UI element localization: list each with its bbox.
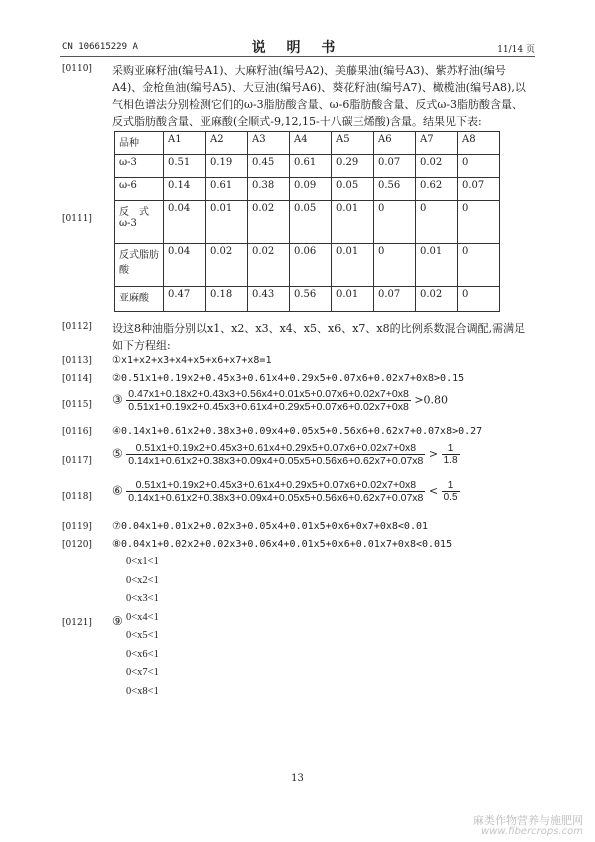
- paragraph-number: [0115]: [62, 400, 92, 410]
- paragraph-number: [0114]: [62, 374, 92, 384]
- table-cell: 0.04: [164, 244, 206, 287]
- header-divider: [60, 56, 535, 57]
- table-cell: 0.56: [290, 287, 332, 312]
- table-cell: 0.02: [248, 244, 290, 287]
- paragraph-0110: 采购亚麻籽油(编号A1)、大麻籽油(编号A2)、美藤果油(编号A3)、紫苏籽油(编号A4)、金枪鱼油(编号A5)、大豆油(编号A6)、葵花籽油(编号A7)、橄榄油(编号A8),以气相色谱法分别检测它们的ω-3脂肪酸含量、ω-6脂肪酸含量、反式ω-3脂肪酸含量、反式脂肪酸含量、亚麻酸(全顺式-9,12,15-十八碳三烯酸)含量。结果见下表:: [112, 64, 526, 128]
- table-cell: 0: [458, 155, 500, 178]
- table-cell: 0.09: [290, 178, 332, 201]
- paragraph-number: [0119]: [62, 522, 92, 532]
- table-header-cell: A5: [332, 132, 374, 155]
- paragraph-number: [0116]: [62, 427, 92, 437]
- table-cell: 0.29: [332, 155, 374, 178]
- table-header-cell: A3: [248, 132, 290, 155]
- table-header-cell: A4: [290, 132, 332, 155]
- equation-marker: ⑥: [112, 483, 123, 498]
- table-header-cell: 品种: [115, 132, 164, 155]
- table-cell: 0.45: [248, 155, 290, 178]
- table-cell: 0: [416, 201, 458, 244]
- table-cell: 0.18: [206, 287, 248, 312]
- table-cell: 0.06: [290, 244, 332, 287]
- equation-3: [112, 388, 448, 413]
- fatty-acid-table: [114, 131, 500, 312]
- inequality-operator: <: [428, 484, 439, 498]
- bound-constraint: 0<x3<1: [126, 593, 159, 604]
- bound-constraint: 0<x6<1: [126, 648, 159, 660]
- page-indicator: 11/14 页: [497, 45, 535, 55]
- paragraph-number: [0110]: [62, 64, 92, 74]
- equation-5: [112, 442, 460, 467]
- paragraph-0112: 设这8种油脂分别以x1、x2、x3、x4、x5、x6、x7、x8的比例系数混合调配,需满足如下方程组:: [112, 322, 526, 352]
- equation-marker: ⑤: [112, 446, 123, 461]
- inequality-operator: >: [428, 447, 439, 461]
- table-cell: 0.05: [290, 201, 332, 244]
- paragraph-number: [0117]: [62, 456, 92, 466]
- fraction-numerator: 0.51x1+0.19x2+0.45x3+0.61x4+0.29x5+0.07x6+0.02x7+0x8: [126, 442, 425, 455]
- table-cell: 0: [374, 201, 416, 244]
- equation-8: ⑧0.04x1+0.02x2+0.02x3+0.06x4+0.01x5+0x6+0.01x7+0x8<0.015: [112, 539, 453, 550]
- table-cell: 0.61: [290, 155, 332, 178]
- watermark-site-name: 麻类作物营养与施肥网: [473, 814, 583, 827]
- paragraph-number: [0113]: [62, 356, 92, 366]
- table-cell: 0.02: [416, 287, 458, 312]
- paragraph-number: [0121]: [62, 618, 92, 628]
- table-cell: 0.07: [374, 287, 416, 312]
- table-cell: 0: [458, 201, 500, 244]
- paragraph-number: [0120]: [62, 540, 92, 550]
- table-cell: 0.47: [164, 287, 206, 312]
- table-cell: 0: [458, 287, 500, 312]
- fraction-denominator: 0.14x1+0.61x2+0.38x3+0.09x4+0.05x5+0.56x6+0.62x7+0.07x8: [128, 455, 424, 467]
- table-header-cell: A8: [458, 132, 500, 155]
- table-cell: 0.05: [332, 178, 374, 201]
- table-header-cell: A2: [206, 132, 248, 155]
- fraction-denominator: 0.51x1+0.19x2+0.45x3+0.61x4+0.29x5+0.07x6+0.02x7+0x8: [128, 401, 409, 413]
- table-cell: 0.62: [416, 178, 458, 201]
- fraction: [126, 442, 425, 467]
- table-header-cell: A6: [374, 132, 416, 155]
- document-title: 说 明 书: [251, 40, 344, 56]
- table-cell: ω-6: [115, 178, 164, 201]
- table-row: [115, 287, 500, 312]
- equation-4: ④0.14x1+0.61x2+0.38x3+0.09x4+0.05x5+0.56x6+0.62x7+0.07x8>0.27: [112, 426, 483, 437]
- bound-constraint: 0<x4<1: [126, 611, 159, 623]
- fraction: [126, 388, 411, 413]
- bound-constraint: 0<x2<1: [126, 574, 159, 586]
- equation-1: ①x1+x2+x3+x4+x5+x6+x7+x8=1: [112, 355, 272, 366]
- table-cell: 0.01: [416, 244, 458, 287]
- paragraph-number: [0111]: [62, 214, 92, 224]
- table-header-cell: A1: [164, 132, 206, 155]
- equation-2: ②0.51x1+0.19x2+0.45x3+0.61x4+0.29x5+0.07x6+0.02x7+0x8>0.15: [112, 373, 465, 384]
- table-cell: 亚麻酸: [115, 287, 164, 312]
- table-cell: 0.14: [164, 178, 206, 201]
- patent-number: CN 106615229 A: [62, 42, 138, 52]
- table-header-row: [115, 132, 500, 155]
- bound-constraint: 0<x5<1: [126, 630, 159, 641]
- table-cell: 0.51: [164, 155, 206, 178]
- table-cell: ω-3: [115, 155, 164, 178]
- table-cell: 0.02: [248, 201, 290, 244]
- equation-marker: ⑨: [112, 614, 123, 628]
- table-cell: 0: [458, 244, 500, 287]
- table-cell: 0.07: [458, 178, 500, 201]
- table-cell: 0.01: [332, 244, 374, 287]
- table-cell: 0.38: [248, 178, 290, 201]
- fraction-numerator: 0.47x1+0.18x2+0.43x3+0.56x4+0.01x5+0.07x6+0.02x7+0x8: [128, 388, 409, 400]
- table-cell: 0.07: [374, 155, 416, 178]
- table-cell: 0.01: [332, 201, 374, 244]
- fraction-numerator: 1: [442, 443, 460, 455]
- table-row: [115, 244, 500, 287]
- fraction-denominator: 1.8: [443, 455, 458, 466]
- table-cell: 0.01: [206, 201, 248, 244]
- equation-marker: ③: [112, 392, 123, 407]
- table-row: [115, 155, 500, 178]
- equation-6: [112, 479, 460, 504]
- fraction: [442, 443, 460, 466]
- table-cell: 0.01: [332, 287, 374, 312]
- fraction: [442, 480, 460, 503]
- bound-constraint: 0<x7<1: [126, 667, 159, 678]
- table-cell: 0.56: [374, 178, 416, 201]
- paragraph-number: [0118]: [62, 492, 92, 502]
- inequality-rhs: >0.80: [414, 393, 449, 407]
- bound-constraint: 0<x1<1: [126, 556, 159, 567]
- table-cell: 0.19: [206, 155, 248, 178]
- fraction-denominator: 0.5: [443, 492, 458, 503]
- table-cell: 反式脂肪酸: [115, 244, 164, 287]
- table-cell: 0.02: [206, 244, 248, 287]
- equation-7: ⑦0.04x1+0.01x2+0.02x3+0.05x4+0.01x5+0x6+0x7+0x8<0.01: [112, 521, 429, 532]
- watermark-url: www.fibercrops.com: [481, 826, 583, 837]
- table-row: [115, 201, 500, 244]
- table-row: [115, 178, 500, 201]
- page-number: 13: [291, 773, 304, 784]
- table-cell: 0: [374, 244, 416, 287]
- table-cell: 0.61: [206, 178, 248, 201]
- bound-constraint: 0<x8<1: [126, 685, 159, 697]
- fraction-numerator: 0.51x1+0.19x2+0.45x3+0.61x4+0.29x5+0.07x6+0.02x7+0x8: [126, 479, 425, 492]
- table-cell: 反 式ω-3: [115, 201, 164, 244]
- fraction-denominator: 0.14x1+0.61x2+0.38x3+0.09x4+0.05x5+0.56x6+0.62x7+0.07x8: [128, 492, 424, 504]
- table-cell: 0.04: [164, 201, 206, 244]
- fraction-numerator: 1: [442, 480, 460, 492]
- fraction: [126, 479, 425, 504]
- table-cell: 0.02: [416, 155, 458, 178]
- table-cell: 0.43: [248, 287, 290, 312]
- paragraph-number: [0112]: [62, 322, 92, 332]
- table-header-cell: A7: [416, 132, 458, 155]
